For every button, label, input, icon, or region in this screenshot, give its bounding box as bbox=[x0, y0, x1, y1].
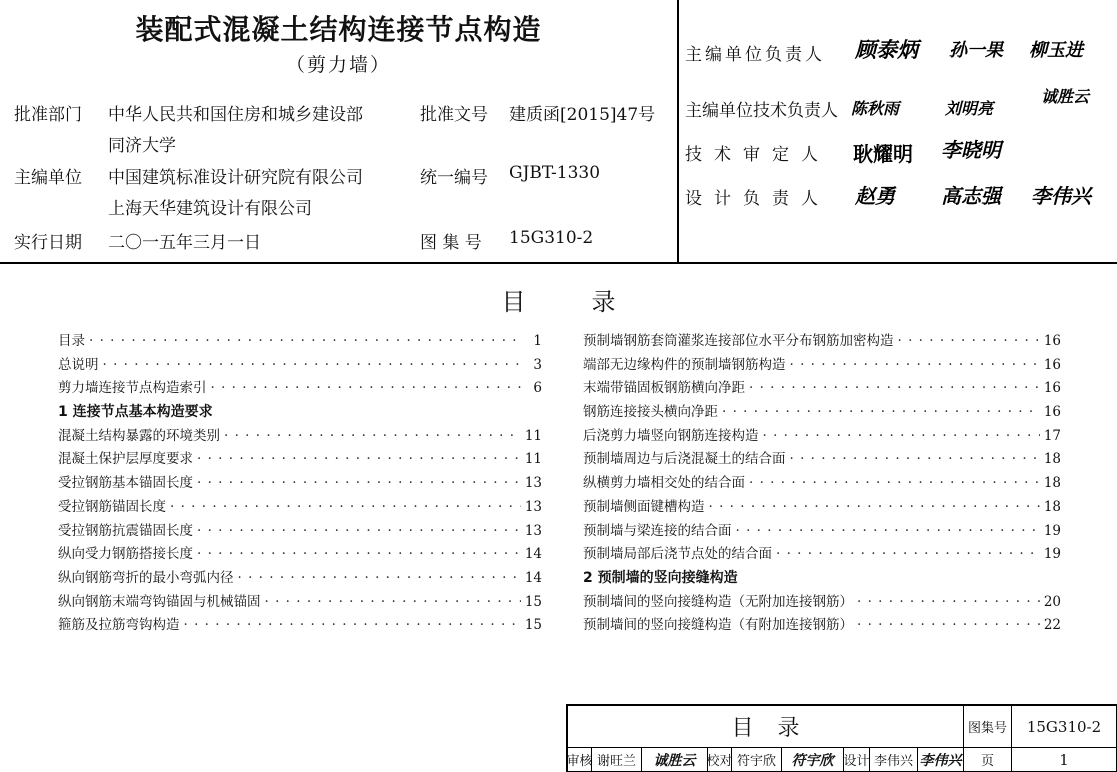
toc-entry-label: 剪力墙连接节点构造索引 bbox=[58, 380, 207, 397]
toc-entry-label: 预制墙侧面键槽构造 bbox=[583, 498, 705, 515]
toc-entry-page: 18 bbox=[1043, 451, 1061, 468]
toc-entry-page: 14 bbox=[524, 569, 542, 586]
toc-entry-label: 目录 bbox=[58, 333, 85, 349]
toc-entry-label: 混凝土结构暴露的环境类别 bbox=[58, 427, 220, 444]
unified-no-value: GJBT-1330 bbox=[509, 163, 601, 183]
toc-entry-label: 预制墙与梁连接的结合面 bbox=[583, 522, 732, 539]
toc-entry[interactable] bbox=[58, 520, 542, 544]
toc-entry[interactable] bbox=[583, 377, 1061, 401]
editor-label: 主编单位 bbox=[14, 168, 82, 188]
toc-entry-page: 13 bbox=[524, 498, 542, 515]
toc-entry-label: 纵向钢筋末端弯钩锚固与机械锚固 bbox=[58, 593, 261, 610]
toc-entry-page: 14 bbox=[524, 546, 542, 563]
toc-dot-leader bbox=[790, 448, 1040, 472]
toc-dot-leader bbox=[170, 496, 521, 520]
toc-dot-leader bbox=[736, 520, 1040, 544]
signature: 诚胜云 bbox=[642, 748, 708, 772]
toc-dot-leader bbox=[749, 472, 1040, 496]
toc-entry-label: 钢筋连接接头横向净距 bbox=[583, 404, 718, 421]
signature: 孙一果 bbox=[949, 40, 1003, 61]
toc-entry-page: 13 bbox=[524, 475, 542, 492]
signature: 诚胜云 bbox=[1041, 87, 1090, 106]
signature: 耿耀明 bbox=[853, 142, 913, 166]
checker-name: 符宇欣 bbox=[732, 748, 782, 772]
toc-dot-leader bbox=[709, 496, 1040, 520]
toc-section-heading: 1 连接节点基本构造要求 bbox=[58, 404, 213, 421]
toc-dot-leader bbox=[197, 472, 521, 496]
check-label: 校对 bbox=[708, 748, 732, 772]
signature: 刘明亮 bbox=[945, 99, 994, 118]
toc-entry-label: 预制墙局部后浇节点处的结合面 bbox=[583, 546, 772, 563]
toc-entry-label: 受拉钢筋基本锚固长度 bbox=[58, 475, 193, 492]
toc-entry[interactable] bbox=[58, 614, 542, 638]
signature: 符宇欣 bbox=[782, 748, 844, 772]
toc-entry-label: 预制墙间的竖向接缝构造（有附加连接钢筋） bbox=[583, 617, 853, 634]
toc-entry-page: 13 bbox=[524, 522, 542, 539]
toc-entry-page: 22 bbox=[1043, 617, 1061, 634]
design-head-label: 设计负责人 bbox=[685, 189, 830, 209]
toc-entry-label: 末端带锚固板钢筋横向净距 bbox=[583, 380, 745, 397]
toc-entry-page: 11 bbox=[524, 427, 542, 444]
toc-dot-leader bbox=[197, 448, 521, 472]
toc-entry-page: 16 bbox=[1043, 356, 1061, 373]
toc-dot-leader bbox=[197, 520, 521, 544]
toc-entry-page: 3 bbox=[533, 356, 542, 373]
toc-entry-page: 6 bbox=[533, 380, 542, 397]
signature: 李晓明 bbox=[941, 138, 1001, 162]
toc-entry[interactable] bbox=[58, 496, 542, 520]
toc-dot-leader bbox=[103, 354, 523, 378]
atlas-info-block bbox=[0, 0, 677, 262]
toc-entry-page: 11 bbox=[524, 451, 542, 468]
design-label: 设计 bbox=[844, 748, 870, 772]
toc-entry-page: 19 bbox=[1043, 522, 1061, 539]
toc-entry[interactable] bbox=[58, 330, 542, 354]
toc-dot-leader bbox=[265, 591, 521, 615]
toc-entry[interactable] bbox=[58, 354, 542, 378]
editor-unit-3: 上海天华建筑设计有限公司 bbox=[108, 199, 312, 219]
toc-entry[interactable] bbox=[583, 614, 1061, 638]
toc-dot-leader bbox=[857, 591, 1040, 615]
toc-entry-page: 18 bbox=[1043, 498, 1061, 515]
page-label: 页 bbox=[964, 748, 1012, 772]
chief-tech-head-label: 主编单位技术负责人 bbox=[685, 101, 838, 121]
toc-left-column bbox=[58, 330, 542, 638]
atlas-no-value: 15G310-2 bbox=[1012, 706, 1117, 748]
toc-section-heading: 2 预制墙的竖向接缝构造 bbox=[583, 569, 738, 586]
toc-dot-leader bbox=[749, 377, 1040, 401]
toc-entry-label: 预制墙间的竖向接缝构造（无附加连接钢筋） bbox=[583, 593, 853, 610]
toc-entry[interactable] bbox=[583, 354, 1061, 378]
toc-title: 目录 bbox=[501, 288, 682, 316]
toc-dot-leader bbox=[184, 614, 521, 638]
toc-entry-label: 后浇剪力墙竖向钢筋连接构造 bbox=[583, 427, 759, 444]
atlas-title: 装配式混凝土结构连接节点构造 bbox=[135, 13, 542, 46]
toc-entry[interactable] bbox=[58, 591, 542, 615]
toc-entry-label: 受拉钢筋锚固长度 bbox=[58, 498, 166, 515]
signature: 陈秋雨 bbox=[851, 99, 900, 118]
toc-entry-label: 纵向钢筋弯折的最小弯弧内径 bbox=[58, 569, 234, 586]
toc-entry-label: 总说明 bbox=[58, 356, 99, 373]
toc-entry[interactable] bbox=[58, 543, 542, 567]
toc-dot-leader bbox=[224, 425, 521, 449]
unified-no-label: 统一编号 bbox=[420, 168, 488, 188]
drawing-name: 目录 bbox=[568, 706, 964, 748]
toc-entry[interactable] bbox=[58, 425, 542, 449]
approval-dept-value: 中华人民共和国住房和城乡建设部 bbox=[108, 105, 363, 125]
toc-entry-page: 20 bbox=[1043, 593, 1061, 610]
toc-entry[interactable] bbox=[58, 448, 542, 472]
toc-dot-leader bbox=[763, 425, 1040, 449]
reviewer-name: 谢旺兰 bbox=[592, 748, 642, 772]
toc-entry-page: 15 bbox=[524, 617, 542, 634]
toc-dot-leader bbox=[238, 567, 521, 591]
toc-entry-page: 16 bbox=[1043, 404, 1061, 421]
toc-dot-leader bbox=[211, 377, 523, 401]
responsibility-block bbox=[679, 0, 1117, 262]
signature: 赵勇 bbox=[855, 184, 895, 208]
editor-unit-2: 中国建筑标准设计研究院有限公司 bbox=[108, 168, 363, 188]
toc-entry-label: 纵横剪力墙相交处的结合面 bbox=[583, 475, 745, 492]
toc-dot-leader bbox=[776, 543, 1040, 567]
toc-dot-leader bbox=[898, 330, 1040, 354]
atlas-no-value: 15G310-2 bbox=[509, 228, 594, 248]
toc-entry[interactable] bbox=[583, 520, 1061, 544]
toc-entry-label: 端部无边缘构件的预制墙钢筋构造 bbox=[583, 356, 786, 373]
toc-entry[interactable] bbox=[58, 567, 542, 591]
toc-entry-label: 混凝土保护层厚度要求 bbox=[58, 451, 193, 468]
toc-entry[interactable] bbox=[583, 425, 1061, 449]
drawing-title-strip bbox=[566, 704, 1117, 772]
toc-entry-label: 受拉钢筋抗震锚固长度 bbox=[58, 522, 193, 539]
toc-right-column bbox=[583, 330, 1061, 638]
toc-entry-label: 箍筋及拉筋弯钩构造 bbox=[58, 617, 180, 634]
toc-dot-leader bbox=[790, 354, 1040, 378]
toc-entry-page: 17 bbox=[1043, 427, 1061, 444]
toc-entry[interactable] bbox=[583, 543, 1061, 567]
effective-date-label: 实行日期 bbox=[14, 233, 82, 253]
toc-entry-label: 预制墙钢筋套筒灌浆连接部位水平分布钢筋加密构造 bbox=[583, 333, 894, 349]
toc-dot-leader bbox=[89, 330, 522, 354]
review-label: 审核 bbox=[568, 748, 592, 772]
signature: 李伟兴 bbox=[918, 748, 964, 772]
toc-entry[interactable] bbox=[583, 591, 1061, 615]
signature: 柳玉进 bbox=[1029, 40, 1083, 61]
toc-entry-page: 16 bbox=[1043, 333, 1061, 349]
toc-dot-leader bbox=[197, 543, 521, 567]
page-number: 1 bbox=[1012, 748, 1117, 772]
toc-entry[interactable] bbox=[58, 377, 542, 401]
toc-entry[interactable] bbox=[583, 448, 1061, 472]
toc-entry[interactable] bbox=[583, 330, 1061, 354]
signature: 李伟兴 bbox=[1031, 184, 1091, 208]
toc-entry-label: 纵向受力钢筋搭接长度 bbox=[58, 546, 193, 563]
toc-entry-page: 1 bbox=[533, 333, 542, 349]
toc-entry-page: 16 bbox=[1043, 380, 1061, 397]
editor-unit-1: 同济大学 bbox=[108, 136, 176, 156]
technical-approver-label: 技术审定人 bbox=[685, 145, 830, 165]
toc-entry-page: 18 bbox=[1043, 475, 1061, 492]
atlas-no-label: 图集号 bbox=[964, 706, 1012, 748]
atlas-no-label: 图 集 号 bbox=[420, 233, 482, 253]
approval-doc-label: 批准文号 bbox=[420, 105, 488, 125]
signature: 高志强 bbox=[941, 184, 1001, 208]
toc-entry[interactable] bbox=[583, 401, 1061, 425]
approval-doc-value: 建质函[2015]47号 bbox=[509, 105, 656, 125]
designer-name: 李伟兴 bbox=[870, 748, 918, 772]
toc-entry-page: 15 bbox=[524, 593, 542, 610]
toc-dot-leader bbox=[722, 401, 1040, 425]
chief-editor-head-label: 主编单位负责人 bbox=[685, 45, 825, 65]
toc-entry[interactable] bbox=[583, 496, 1061, 520]
atlas-subtitle: （剪力墙） bbox=[285, 54, 391, 76]
toc-dot-leader bbox=[857, 614, 1040, 638]
toc-entry-page: 19 bbox=[1043, 546, 1061, 563]
effective-date-value: 二〇一五年三月一日 bbox=[108, 233, 261, 253]
toc-entry[interactable] bbox=[58, 472, 542, 496]
approval-dept-label: 批准部门 bbox=[14, 105, 82, 125]
signature: 顾泰炳 bbox=[855, 38, 918, 62]
toc-entry[interactable] bbox=[583, 472, 1061, 496]
toc-entry-label: 预制墙周边与后浇混凝土的结合面 bbox=[583, 451, 786, 468]
